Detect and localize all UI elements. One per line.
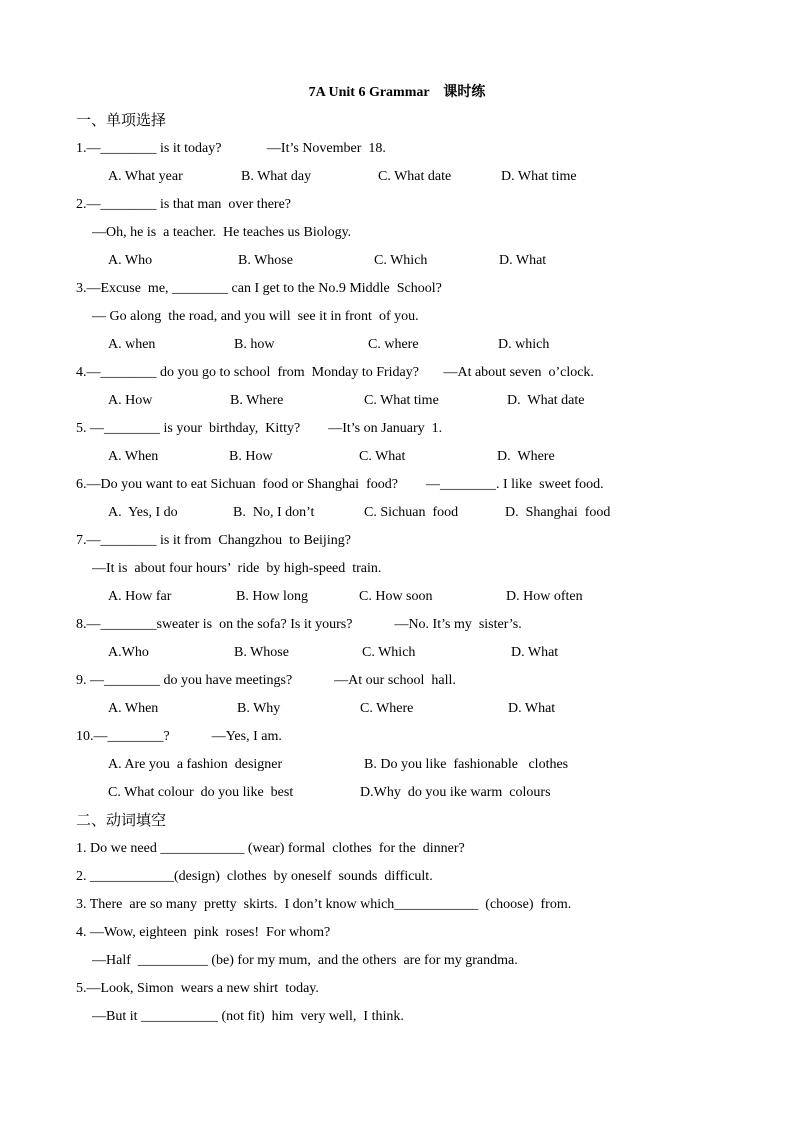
question-9-option-c: C. Where — [360, 701, 414, 716]
question-1-stem: 1.—________ is it today? —It’s November 18. — [76, 141, 386, 156]
question-7-option-d: D. How often — [506, 589, 583, 604]
section-verb-fill-heading: 二、动词填空 — [76, 811, 167, 829]
question-9-option-a: A. When — [108, 701, 159, 716]
question-1-option-a: A. What year — [108, 169, 183, 184]
question-2-option-c: C. Which — [374, 253, 428, 268]
question-10-option-c: C. What colour do you like best — [108, 785, 294, 800]
question-10-stem: 10.—________? —Yes, I am. — [76, 729, 282, 744]
fill-question-4-reply: —Half __________ (be) for my mum, and the others are for my grandma. — [92, 953, 518, 968]
question-4-stem: 4.—________ do you go to school from Monday to Friday? —At about seven o’clock. — [76, 365, 594, 380]
question-2-option-a: A. Who — [108, 253, 153, 268]
fill-question-1: 1. Do we need ____________ (wear) formal clothes for the dinner? — [76, 841, 465, 856]
question-1-option-d: D. What time — [501, 169, 577, 184]
question-7-reply: —It is about four hours’ ride by high-speed train. — [92, 561, 382, 576]
question-6-stem: 6.—Do you want to eat Sichuan food or Shanghai food? —________. I like sweet food. — [76, 477, 604, 492]
question-4-option-d: D. What date — [507, 393, 585, 408]
question-3-stem: 3.—Excuse me, ________ can I get to the No.9 Middle School? — [76, 281, 442, 296]
question-9-option-d: D. What — [508, 701, 556, 716]
question-7-option-c: C. How soon — [359, 589, 433, 604]
fill-question-4: 4. —Wow, eighteen pink roses! For whom? — [76, 925, 331, 940]
question-6-option-b: B. No, I don’t — [233, 505, 315, 520]
question-5-stem: 5. —________ is your birthday, Kitty? —It’s on January 1. — [76, 421, 443, 436]
question-6-option-a: A. Yes, I do — [108, 505, 178, 520]
question-10-option-b: B. Do you like fashionable clothes — [364, 757, 569, 772]
question-8-option-d: D. What — [511, 645, 559, 660]
fill-question-2: 2. ____________(design) clothes by oneself sounds difficult. — [76, 869, 433, 884]
question-2-stem: 2.—________ is that man over there? — [76, 197, 292, 212]
question-3-option-c: C. where — [368, 337, 419, 352]
question-3-option-b: B. how — [234, 337, 275, 352]
question-8-option-b: B. Whose — [234, 645, 289, 660]
question-5-option-b: B. How — [229, 449, 273, 464]
question-1-option-c: C. What date — [378, 169, 452, 184]
question-10-option-a: A. Are you a fashion designer — [108, 757, 283, 772]
question-9-stem: 9. —________ do you have meetings? —At our school hall. — [76, 673, 456, 688]
question-3-option-d: D. which — [498, 337, 550, 352]
question-4-option-b: B. Where — [230, 393, 284, 408]
question-2-option-b: B. Whose — [238, 253, 293, 268]
question-5-option-c: C. What — [359, 449, 406, 464]
worksheet-title: 7A Unit 6 Grammar 课时练 — [308, 85, 486, 100]
fill-question-5-reply: —But it ___________ (not fit) him very well, I think. — [92, 1009, 404, 1024]
question-3-option-a: A. when — [108, 337, 156, 352]
section-multiple-choice-heading: 一、单项选择 — [76, 111, 167, 129]
question-9-option-b: B. Why — [237, 701, 281, 716]
question-7-option-a: A. How far — [108, 589, 172, 604]
question-6-option-d: D. Shanghai food — [505, 505, 611, 520]
fill-question-5: 5.—Look, Simon wears a new shirt today. — [76, 981, 319, 996]
question-6-option-c: C. Sichuan food — [364, 505, 459, 520]
question-8-stem: 8.—________sweater is on the sofa? Is it yours? —No. It’s my sister’s. — [76, 617, 522, 632]
question-5-option-a: A. When — [108, 449, 159, 464]
question-2-reply: —Oh, he is a teacher. He teaches us Biology. — [92, 225, 352, 240]
question-8-option-c: C. Which — [362, 645, 416, 660]
question-4-option-c: C. What time — [364, 393, 439, 408]
question-7-option-b: B. How long — [236, 589, 308, 604]
question-8-option-a: A.Who — [108, 645, 149, 660]
question-1-option-b: B. What day — [241, 169, 312, 184]
question-10-option-d: D.Why do you ike warm colours — [360, 785, 551, 800]
question-4-option-a: A. How — [108, 393, 153, 408]
fill-question-3: 3. There are so many pretty skirts. I don’t know which____________ (choose) from. — [76, 897, 572, 912]
question-7-stem: 7.—________ is it from Changzhou to Beijing? — [76, 533, 351, 548]
question-2-option-d: D. What — [499, 253, 547, 268]
question-3-reply: — Go along the road, and you will see it in front of you. — [92, 309, 419, 324]
question-5-option-d: D. Where — [497, 449, 555, 464]
